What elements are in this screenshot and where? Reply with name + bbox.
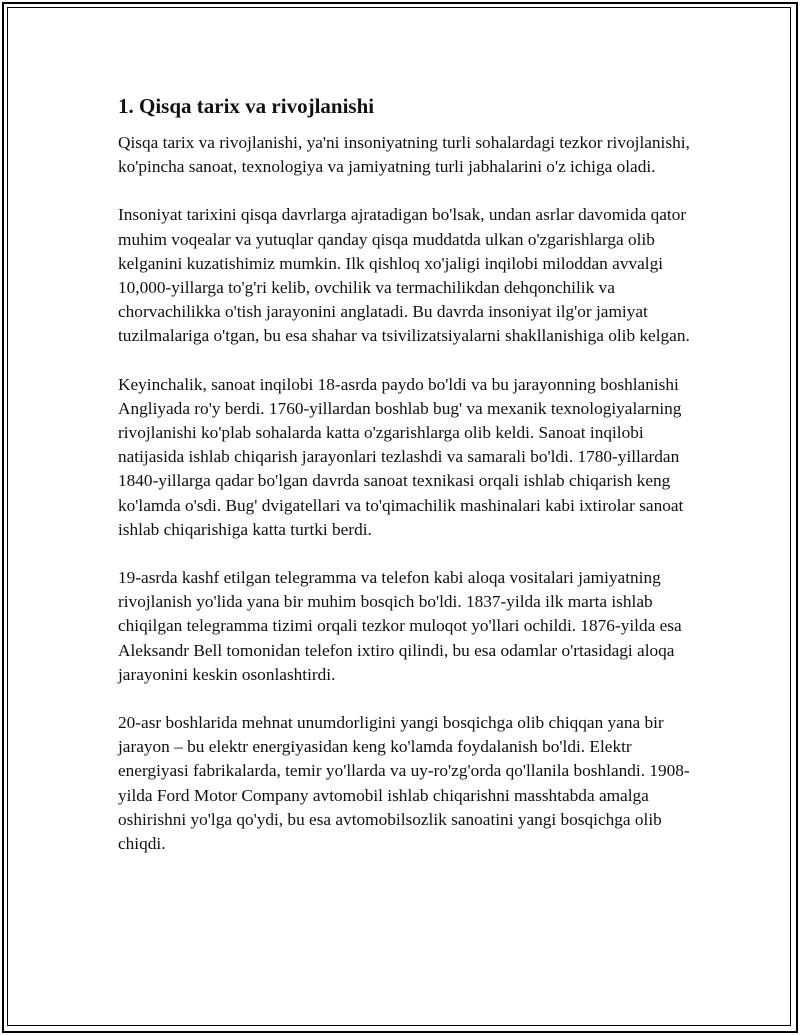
section-heading: 1. Qisqa tarix va rivojlanishi [118, 94, 375, 118]
document-body [118, 92, 690, 880]
paragraph-agricultural-revolution: Insoniyat tarixini qisqa davrlarga ajratadigan bo'lsak, undan asrlar davomida qator muhim voqealar va yutuqlar qanday qisqa muddatda ulkan o'zgarishlarga olib kelganini kuzatishimiz mumkin. Ilk qishloq xo'jaligi inqilobi miloddan avvalgi 10,000-yillarga to'g'ri kelib, ovchilik va termachilikdan dehqonchilik va chorvachilikka o'tish jarayonini anglatadi. Bu davrda insoniyat ilg'or jamiyat tuzilmalariga o'tgan, bu esa shahar va tsivilizatsiyalarni shakllanishiga olib kelgan. [118, 205, 690, 346]
paragraph-intro: Qisqa tarix va rivojlanishi, ya'ni insoniyatning turli sohalardagi tezkor rivojlanishi, ko'pincha sanoat, texnologiya va jamiyatning turli jabhalarini o'z ichiga oladi. [118, 133, 690, 177]
paragraph-industrial-revolution: Keyinchalik, sanoat inqilobi 18-asrda paydo bo'ldi va bu jarayonning boshlanishi Angliyada ro'y berdi. 1760-yillardan boshlab bug' va mexanik texnologiyalarning rivojlanishi ko'plab sohalarda katta o'zgarishlarga olib keldi. Sanoat inqilobi natijasida ishlab chiqarish jarayonlari tezlashdi va samarali bo'ldi. 1780-yillardan 1840-yillarga qadar bo'lgan davrda sanoat texnikasi orqali ishlab chiqarish keng ko'lamda o'sdi. Bug' dvigatellari va to'qimachilik mashinalari kabi ixtirolar sanoat ishlab chiqarishiga katta turtki berdi. [118, 374, 684, 539]
paragraph-communication: 19-asrda kashf etilgan telegramma va telefon kabi aloqa vositalari jamiyatning rivojlanish yo'lida yana bir muhim bosqich bo'ldi. 1837-yilda ilk marta ishlab chiqilgan telegramma tizimi orqali tezkor muloqot yo'llari ochildi. 1876-yilda esa Aleksandr Bell tomonidan telefon ixtiro qilindi, bu esa odamlar o'rtasidagi aloqa jarayonini keskin osonlashtirdi. [118, 568, 682, 684]
paragraph-electricity: 20-asr boshlarida mehnat unumdorligini yangi bosqichga olib chiqqan yana bir jarayon – bu elektr energiyasidan keng ko'lamda foydalanish bo'ldi. Elektr energiyasi fabrikalarda, temir yo'llarda va uy-ro'zg'orda qo'llanila boshlandi. 1908-yilda Ford Motor Company avtomobil ishlab chiqarishni masshtabda amalga oshirishni yo'lga qo'ydi, bu esa avtomobilsozlik sanoatini yangi bosqichga olib chiqdi. [118, 713, 690, 854]
